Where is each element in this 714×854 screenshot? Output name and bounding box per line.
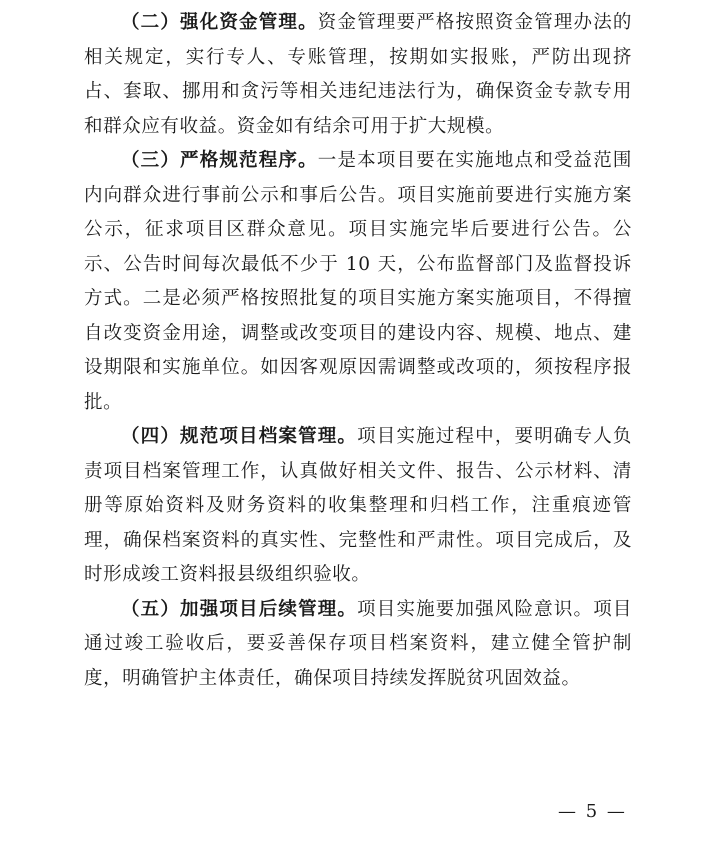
section-3-text: 一是本项目要在实施地点和受益范围内向群众进行事前公示和事后公告。项目实施前要进行实施方案公示，征求项目区群众意见。项目实施完毕后要进行公告。公示、公告时间每次最低不少于 10 天，公布监督部门及监督投诉方式。二是必须严格按照批复的项目实施方案实施项目，不得擅自改变资金用途，调整或改变项目的建设内容、规模、地点、建设期限和实施单位。如因客观原因需调整或改项的，须按程序报批。 bbox=[84, 150, 632, 413]
section-4-paragraph bbox=[84, 420, 632, 593]
section-3-paragraph bbox=[84, 144, 632, 420]
section-5-text: 项目实施要加强风险意识。项目通过竣工验收后，要妥善保存项目档案资料，建立健全管护制度，明确管护主体责任，确保项目持续发挥脱贫巩固效益。 bbox=[84, 598, 632, 689]
section-5-heading: （五）加强项目后续管理。 bbox=[121, 598, 358, 620]
section-4-text: 项目实施过程中，要明确专人负责项目档案管理工作，认真做好相关文件、报告、公示材料、清册等原始资料及财务资料的收集整理和归档工作，注重痕迹管理，确保档案资料的真实性、完整性和严肃性。项目完成后，及时形成竣工资料报县级组织验收。 bbox=[84, 426, 632, 585]
section-4-heading: （四）规范项目档案管理。 bbox=[121, 426, 358, 447]
page-number: — 5 — bbox=[558, 801, 627, 822]
section-5-paragraph bbox=[84, 593, 632, 697]
section-2-heading: （二）强化资金管理。 bbox=[121, 12, 318, 33]
section-2-text: 资金管理要严格按照资金管理办法的相关规定，实行专人、专账管理，按期如实报账，严防出现挤占、套取、挪用和贪污等相关违纪违法行为，确保资金专款专用和群众应有收益。资金如有结余可用于扩大规模。 bbox=[84, 12, 632, 137]
section-3-heading: （三）严格规范程序。 bbox=[121, 150, 318, 171]
section-2-paragraph bbox=[84, 6, 632, 144]
document-body bbox=[84, 6, 632, 696]
